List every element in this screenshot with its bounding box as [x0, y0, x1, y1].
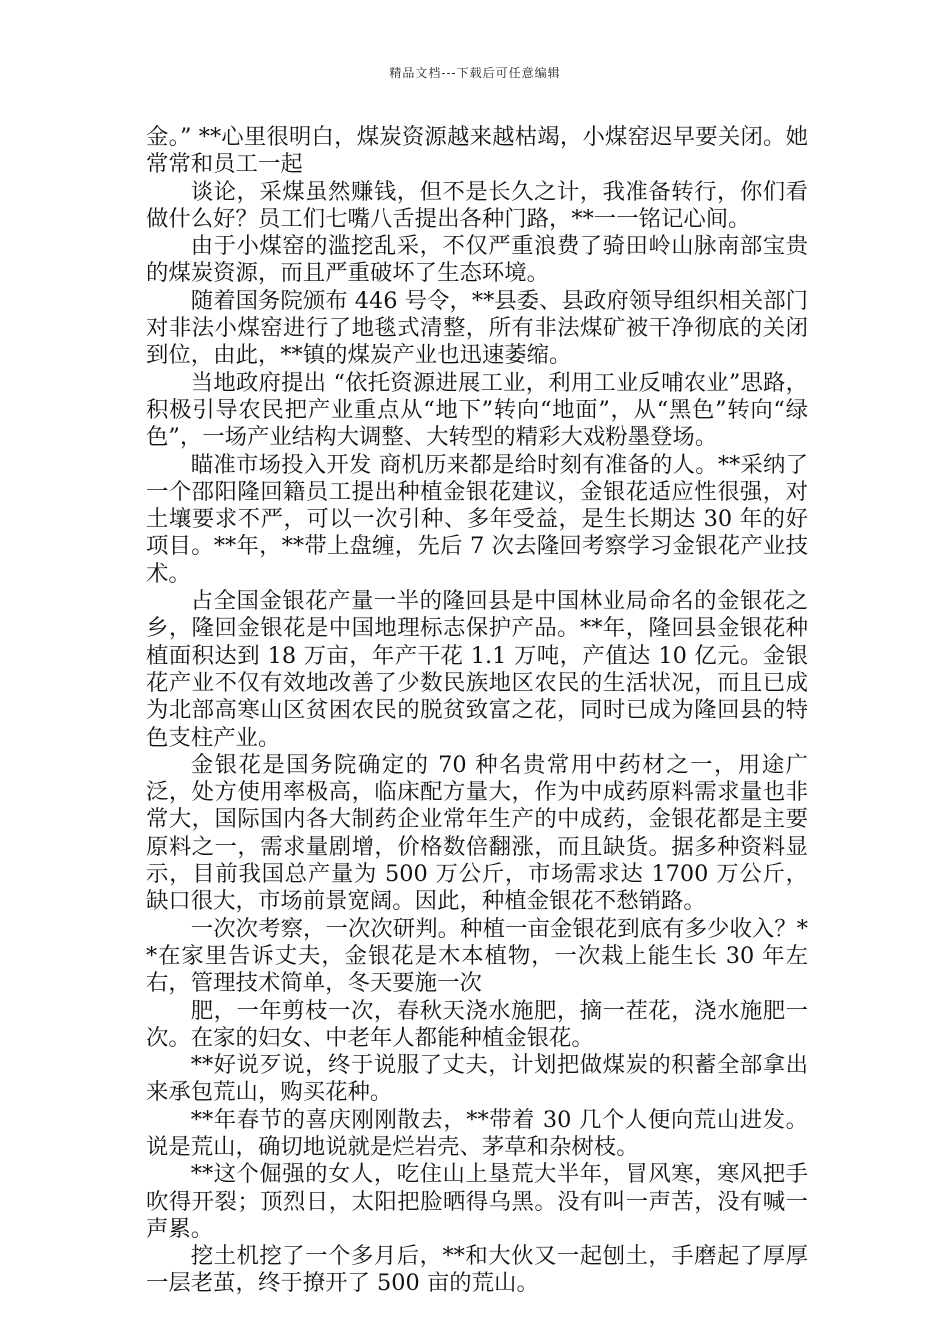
paragraph: 当地政府提出 “依托资源进展工业，利用工业反哺农业”思路，积极引导农民把产业重点从“地下”转向“地面”，从“黑色”转向“绿色”，一场产业结构大调整、大转型的精彩大戏粉墨登场。 — [146, 369, 808, 451]
document-body — [146, 124, 808, 1298]
page-header: 精品文档---下载后可任意编辑 — [389, 66, 561, 80]
paragraph: 瞄准市场投入开发 商机历来都是给时刻有准备的人。**采纳了一个邵阳隆回籍员工提出种植金银花建议，金银花适应性很强，对土壤要求不严，可以一次引种、多年受益，是生长期达 30 年的好项目。**年，**带上盘缠，先后 7 次去隆回考察学习金银花产业技术。 — [146, 451, 808, 587]
paragraph: 金银花是国务院确定的 70 种名贵常用中药材之一，用途广泛，处方使用率极高，临床配方量大，作为中成药原料需求量也非常大，国际国内各大制药企业常年生产的中成药，金银花都是主要原料之一，需求量剧增，价格数倍翻涨，而且缺货。据多种资料显示，目前我国总产量为 500 万公斤，市场需求达 1700 万公斤，缺口很大，市场前景宽阔。因此，种植金银花不愁销路。 — [146, 751, 808, 915]
paragraph: 随着国务院颁布 446 号令，**县委、县政府领导组织相关部门对非法小煤窑进行了地毯式清整，所有非法煤矿被干净彻底的关闭到位，由此，**镇的煤炭产业也迅速萎缩。 — [146, 287, 808, 369]
paragraph: 谈论，采煤虽然赚钱，但不是长久之计，我准备转行，你们看做什么好？员工们七嘴八舌提出各种门路，**一一铭记心间。 — [146, 178, 808, 232]
paragraph: 金。” **心里很明白，煤炭资源越来越枯竭，小煤窑迟早要关闭。她常常和员工一起 — [146, 124, 808, 178]
paragraph: 肥，一年剪枝一次，春秋天浇水施肥，摘一茬花，浇水施肥一次。在家的妇女、中老年人都能种植金银花。 — [146, 997, 808, 1051]
paragraph: **年春节的喜庆刚刚散去，**带着 30 几个人便向荒山进发。说是荒山，确切地说就是烂岩壳、茅草和杂树枝。 — [146, 1106, 808, 1160]
paragraph: **好说歹说，终于说服了丈夫，计划把做煤炭的积蓄全部拿出来承包荒山，购买花种。 — [146, 1052, 808, 1106]
paragraph: 一次次考察，一次次研判。种植一亩金银花到底有多少收入？**在家里告诉丈夫，金银花是木本植物，一次栽上能生长 30 年左右，管理技术简单，冬天要施一次 — [146, 915, 808, 997]
paragraph: 占全国金银花产量一半的隆回县是中国林业局命名的金银花之乡，隆回金银花是中国地理标志保护产品。**年，隆回县金银花种植面积达到 18 万亩，年产干花 1.1 万吨，产值达 10 亿元。金银花产业不仅有效地改善了少数民族地区农民的生活状况，而且已成为北部高寒山区贫困农民的脱贫致富之花，同时已成为隆回县的特色支柱产业。 — [146, 588, 808, 751]
paragraph: **这个倔强的女人，吃住山上垦荒大半年，冒风寒，寒风把手吹得开裂；顶烈日，太阳把脸晒得乌黑。没有叫一声苦，没有喊一声累。 — [146, 1161, 808, 1242]
paragraph: 挖土机挖了一个多月后，**和大伙又一起刨土，手磨起了厚厚一层老茧，终于撩开了 500 亩的荒山。 — [146, 1243, 808, 1297]
paragraph: 由于小煤窑的滥挖乱采，不仅严重浪费了骑田岭山脉南部宝贵的煤炭资源，而且严重破坏了生态环境。 — [146, 233, 808, 287]
